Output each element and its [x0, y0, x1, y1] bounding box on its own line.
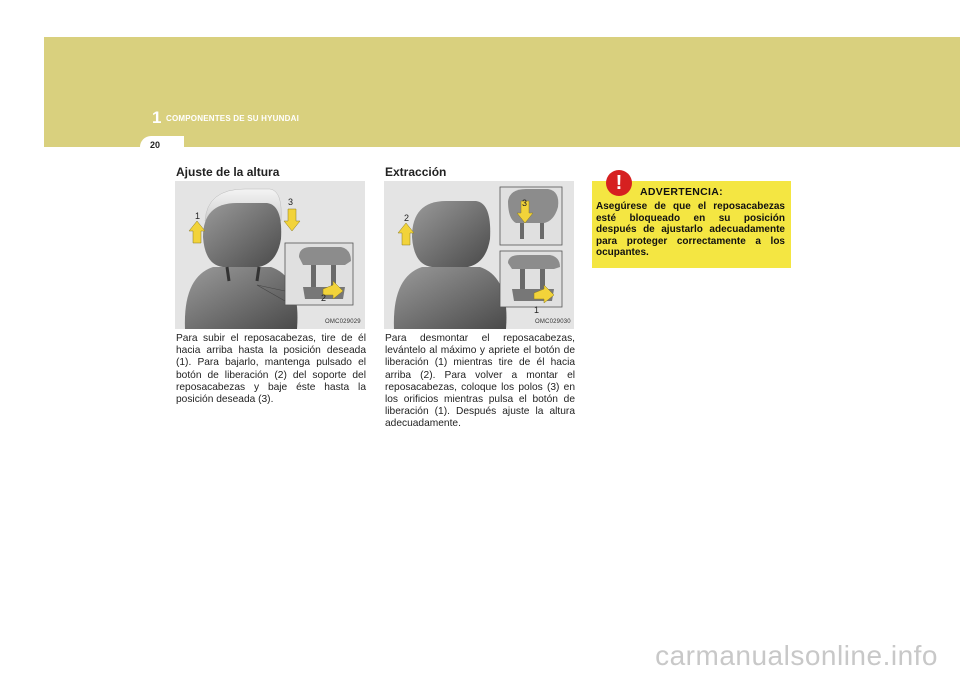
section-title-removal: Extracción	[385, 165, 447, 179]
figure-label-1: 1	[195, 211, 201, 221]
figure-headrest-removal	[384, 181, 574, 329]
height-adjust-text: Para subir el reposacabezas, tire de él hacia arriba hasta la posición deseada (1). Para bajarlo, mantenga pulsado el botón de liberación (2) del soporte del reposacabezas y baje éste hasta la posición deseada (3).	[176, 333, 366, 406]
page-number: 20	[150, 140, 161, 150]
section-title-height-adjust: Ajuste de la altura	[176, 165, 280, 179]
figure-label-3: 3	[522, 198, 528, 208]
figure-headrest-height	[175, 181, 365, 329]
figure-label-3: 3	[288, 197, 294, 207]
warning-text: Asegúrese de que el reposacabezas esté bloqueado en su posición después de ajustarlo adecuadamente para proteger correctamente a los ocupantes.	[596, 201, 785, 259]
header-band	[44, 37, 960, 147]
removal-text: Para desmontar el reposacabezas, levántelo al máximo y apriete el botón de liberación (1) mientras tire de él hacia arriba (2). Para volver a montar el reposacabezas, coloque los polos (3) en los orificios mientras pulsa el botón de liberación (1). Después ajuste la altura adecuadamente.	[385, 333, 575, 430]
chapter-title: COMPONENTES DE SU HYUNDAI	[166, 114, 300, 123]
figure-code: OMC029029	[325, 319, 361, 325]
figure-code: OMC029030	[535, 319, 571, 325]
page-number-tab	[140, 136, 184, 158]
watermark-text: carmanualsonline.info	[655, 640, 938, 671]
warning-title: ADVERTENCIA:	[640, 186, 723, 198]
chapter-number: 1	[152, 108, 162, 127]
figure-label-1: 1	[534, 305, 540, 315]
warning-icon: !	[606, 170, 632, 196]
figure-label-2: 2	[404, 213, 410, 223]
figure-label-2: 2	[321, 293, 327, 303]
